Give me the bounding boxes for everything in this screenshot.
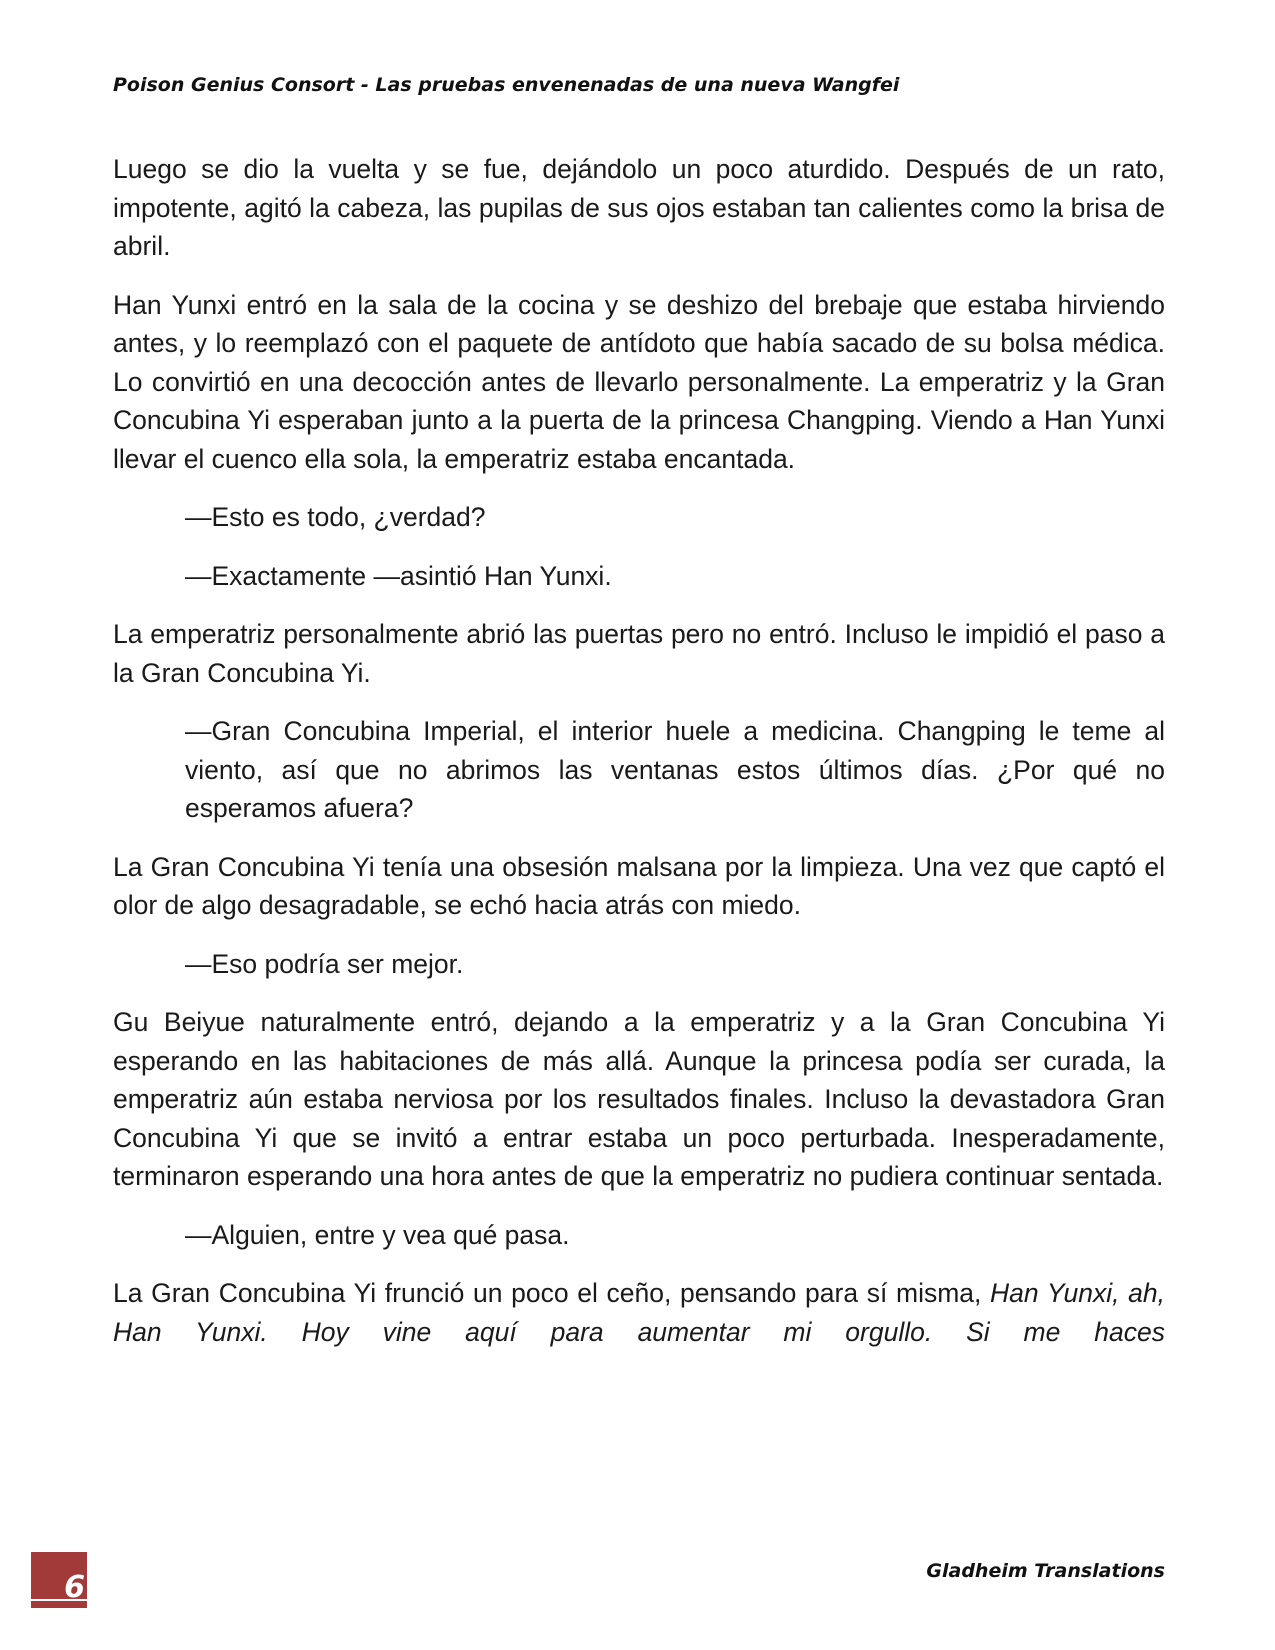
page-number: 6 [64, 1570, 85, 1605]
page-body [113, 150, 1165, 1351]
running-header-title: Poison Genius Consort - Las pruebas envenenadas de una nueva Wangfei [113, 74, 900, 96]
dialogue-5: —Alguien, entre y vea qué pasa. [185, 1219, 570, 1250]
paragraph-3: La emperatriz personalmente abrió las puertas pero no entró. Incluso le impidió el paso a la Gran Concubina Yi. [113, 619, 1165, 688]
dialogue-1: —Esto es todo, ¿verdad? [185, 502, 486, 532]
paragraph-5: Gu Beiyue naturalmente entró, dejando a la emperatriz y a la Gran Concubina Yi esperando en las habitaciones de más allá. Aunque la princesa podía ser curada, la emperatriz aún estaba nerviosa por los resultados finales. Incluso la devastadora Gran Concubina Yi que se invitó a entrar estaba un poco perturbada. Inesperadamente, terminaron esperando una hora antes de que la emperatriz no pudiera continuar sentada. [113, 1007, 1165, 1191]
paragraph-6 [113, 1274, 1165, 1351]
page-number-badge [31, 1552, 87, 1608]
paragraph-6-text: La Gran Concubina Yi frunció un poco el ceño, pensando para sí misma, [113, 1278, 991, 1308]
paragraph-6-inner-thought: Han Yunxi, ah, Han Yunxi. Hoy vine aquí para aumentar mi orgullo. Si me haces [113, 1278, 1165, 1347]
paragraph-2: Han Yunxi entró en la sala de la cocina y se deshizo del brebaje que estaba hirviendo antes, y lo reemplazó con el paquete de antídoto que había sacado de su bolsa médica. Lo convirtió en una decocción antes de llevarlo personalmente. La emperatriz y la Gran Concubina Yi esperaban junto a la puerta de la princesa Changping. Viendo a Han Yunxi llevar el cuenco ella sola, la emperatriz estaba encantada. [113, 289, 1165, 474]
dialogue-3: —Gran Concubina Imperial, el interior huele a medicina. Changping le teme al viento, así que no abrimos las ventanas estos últimos días. ¿Por qué no esperamos afuera? [185, 716, 1165, 823]
dialogue-2: —Exactamente —asintió Han Yunxi. [185, 560, 612, 591]
running-footer-credit: Gladheim Translations [926, 1560, 1165, 1582]
paragraph-4: La Gran Concubina Yi tenía una obsesión malsana por la limpieza. Una vez que captó el olor de algo desagradable, se echó hacia atrás con miedo. [113, 851, 1165, 920]
dialogue-4: —Eso podría ser mejor. [185, 948, 464, 979]
paragraph-1: Luego se dio la vuelta y se fue, dejándolo un poco aturdido. Después de un rato, impotente, agitó la cabeza, las pupilas de sus ojos estaban tan calientes como la brisa de abril. [113, 154, 1165, 261]
